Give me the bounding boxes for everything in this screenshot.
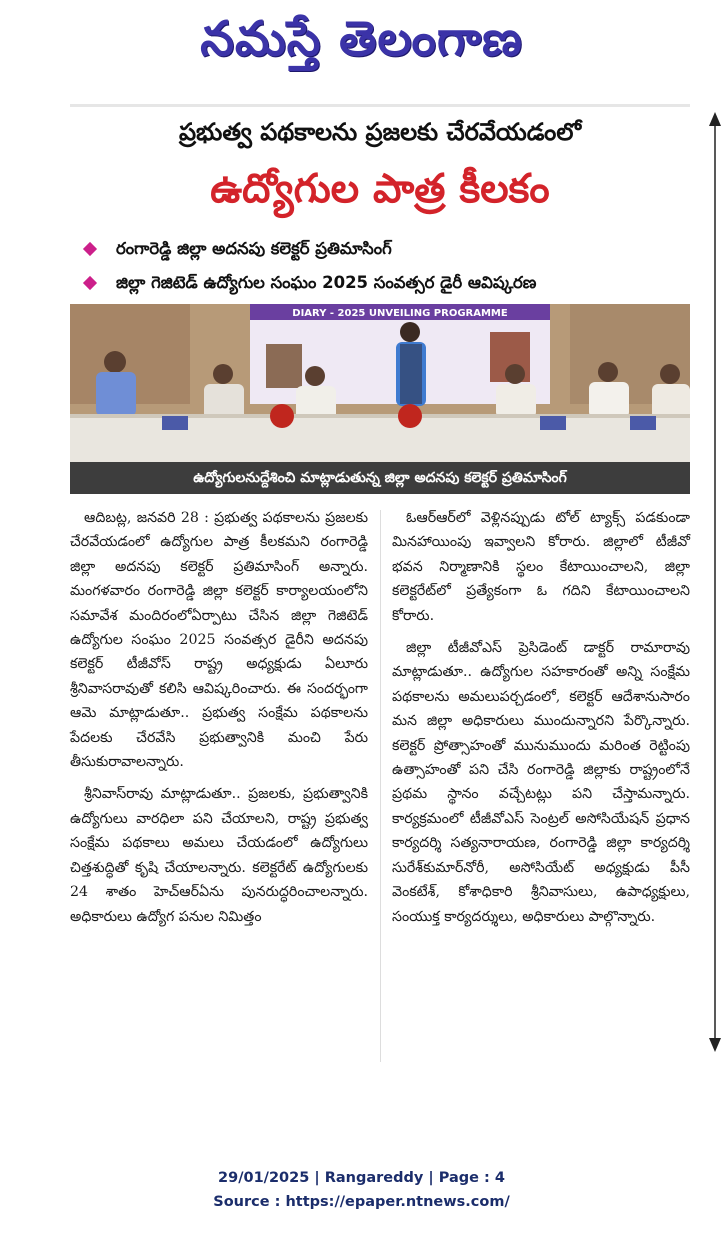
clipping-top-rule xyxy=(70,104,690,107)
footer-date-edition: 29/01/2025 | Rangareddy | Page : 4 xyxy=(218,1170,505,1186)
article-paragraph: జిల్లా టీజీవోఎస్ ప్రెసిడెంట్ డాక్టర్ రామారావు మాట్లాడుతూ.. ఉద్యోగుల సహకారంతో అన్ని సంక్షేమ పథకాలను అమలుపర్చడంలో, కలెక్టర్ ఆదేశానుసారం మన జిల్లా అధికారులు ముందున్నారని పేర్కొన్నారు. కలెక్టర్ ప్రోత్సాహంతో మునుముందు మరింత రెట్టింపు ఉత్సాహంతో పని చేసి రంగారెడ్డి జిల్లాకు రాష్ట్రంలోనే ప్రథమ స్థానం వచ్చేటట్లు పని చేస్తామన్నారు. కార్యక్రమంలో టీజీవోఎస్ సెంట్రల్ అసోసియేషన్ ప్రధాన కార్యదర్శి సత్యనారాయణ, రంగారెడ్డి జిల్లా కార్యదర్శి సురేశ్‌కుమార్‌నోరీ, అసోసియేట్ అధ్యక్షుడు పీసీ వెంకటేశ్, కోశాధికారి శ్రీనివాసులు, ఉపాధ్యక్షులు, సంయుక్త కార్యదర్శులు, అధికారులు పాల్గొన్నారు. xyxy=(392,640,690,925)
highlight-text: జిల్లా గెజిటెడ్ ఉద్యోగుల సంఘం 2025 సంవత్సర డైరీ ఆవిష్కరణ xyxy=(116,273,537,292)
article-paragraph: శ్రీనివాస్‌రావు మాట్లాడుతూ.. ప్రజలకు, ప్రభుత్వానికి ఉద్యోగులు వారధిలా పని చేయాలని, రాష్ట్ర ప్రభుత్వ సంక్షేమ పథకాలు అమలు చేయడంలో ఉద్యోగులు చిత్తశుద్ధితో కృషి చేయాలన్నారు. కలెక్టరేట్ ఉద్యోగులకు 24 శాతం హెచ్‌ఆర్‌ఏను పునరుద్ధరించాలన్నారు. అధికారులు ఉద్యోగ పనుల నిమిత్తం xyxy=(70,786,368,925)
diamond-bullet-icon xyxy=(83,276,97,290)
newspaper-masthead: నమస్తే తెలంగాణ xyxy=(200,11,523,67)
diamond-bullet-icon xyxy=(83,242,97,256)
footer-source: Source : https://epaper.ntnews.com/ xyxy=(213,1194,510,1210)
article-paragraph: ఓఆర్‌ఆర్‌లో వెళ్లినప్పుడు టోల్ ట్యాక్స్ పడకుండా మినహాయింపు ఇవ్వాలని కోరారు. జిల్లాలో టీజీవో భవన నిర్మాణానికి స్థలం కేటాయించాలని, జిల్లా కలెక్టరేట్‌లో ప్రత్యేకంగా ఓ గదిని కేటాయించాలని కోరారు. xyxy=(392,510,690,624)
article-column-right xyxy=(392,506,690,1062)
article-clipping xyxy=(70,104,690,1064)
vertical-double-arrow-icon xyxy=(709,112,721,1052)
article-body xyxy=(70,506,690,1062)
highlight-item xyxy=(82,232,690,266)
page-footer xyxy=(0,1166,723,1214)
article-highlights xyxy=(82,232,690,300)
highlight-item xyxy=(82,266,690,300)
highlight-text: రంగారెడ్డి జిల్లా అదనపు కలెక్టర్ ప్రతిమాసింగ్ xyxy=(116,239,392,258)
photo-banner-text: DIARY - 2025 UNVEILING PROGRAMME xyxy=(292,308,508,319)
column-divider xyxy=(380,510,381,1062)
article-headline: ఉద్యోగుల పాత్ర కీలకం xyxy=(210,166,550,212)
article-kicker: ప్రభుత్వ పథకాలను ప్రజలకు చేరవేయడంలో xyxy=(178,118,582,146)
article-column-left xyxy=(70,506,368,1062)
photo-caption: ఉద్యోగులనుద్దేశించి మాట్లాడుతున్న జిల్లా అదనపు కలెక్టర్ ప్రతిమాసింగ్ xyxy=(70,462,690,494)
article-paragraph: ఆదిబట్ల, జనవరి 28 : ప్రభుత్వ పథకాలను ప్రజలకు చేరవేయడంలో ఉద్యోగుల పాత్ర కీలకమని రంగారెడ్డి జిల్లా అదనపు కలెక్టర్ ప్రతిమాసింగ్ అన్నారు. మంగళవారం రంగారెడ్డి జిల్లా కలెక్టర్ కార్యాలయంలోని సమావేశ మందిరంలోఏర్పాటు చేసిన జిల్లా గెజిటెడ్ ఉద్యోగుల సంఘం 2025 సంవత్సర డైరీని అదనపు కలెక్టర్ టీజీవోస్ రాష్ట్ర అధ్యక్షుడు ఏలూరు శ్రీనివాసరావుతో కలిసి ఆవిష్కరించారు. ఈ సందర్భంగా ఆమె మాట్లాడుతూ.. ప్రభుత్వ సంక్షేమ పథకాలను పేదలకు చేరవేసి ప్రభుత్వానికి మంచి పేరు తీసుకురావాలన్నారు. xyxy=(70,510,368,771)
